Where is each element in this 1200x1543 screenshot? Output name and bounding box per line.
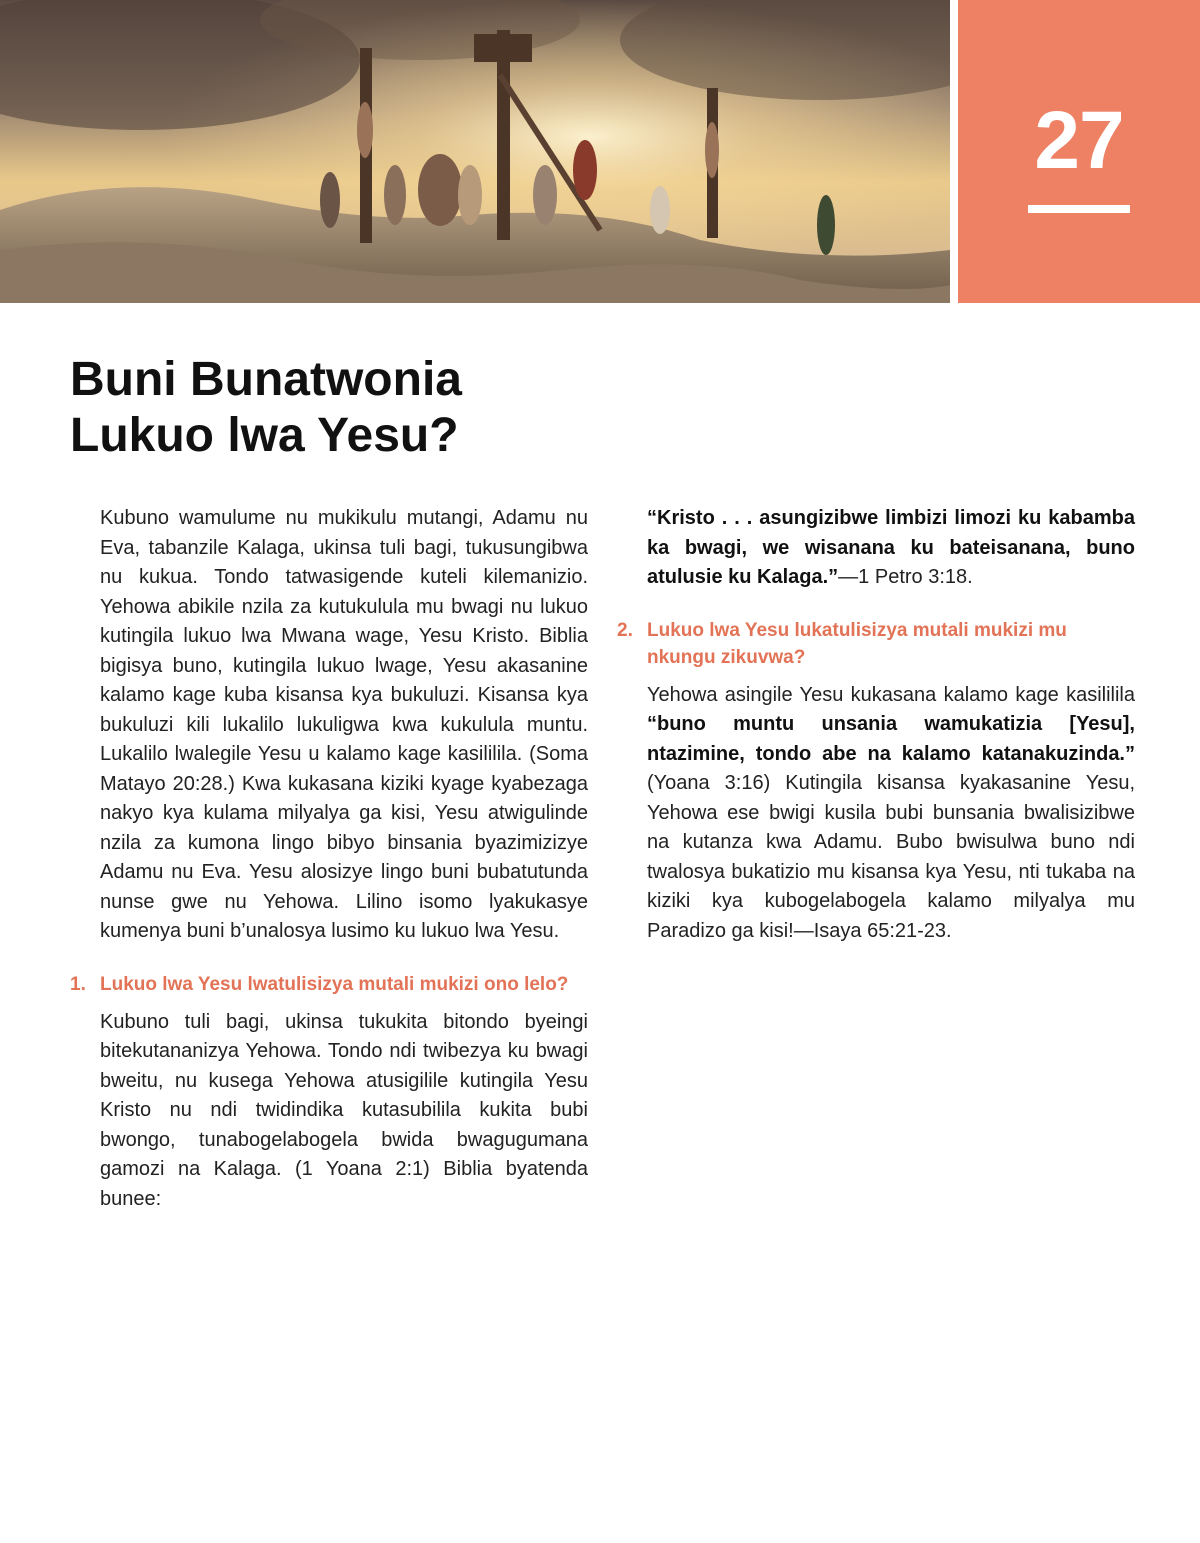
lesson-number-badge — [958, 0, 1200, 303]
left-column — [70, 504, 588, 1214]
answer-2-text-end: (Yoana 3:16) Kutingila kisansa kyakasanine Yesu, Yehowa ese bwigi kusila bubi bunsania bwalisizibwe na kutanza kwa Adamu. Bubo bwisulwa buno ndi twalosya bukatizio mu kisansa kya Yesu, nti tukaba na kiziki kya kubogelabogela kalamo milyalya mu Paradizo ga kisi!—Isaya 65:21-23. — [647, 772, 1135, 942]
answer-2-text-start: Yehowa asingile Yesu kukasana kalamo kage kasililila — [647, 683, 1135, 706]
question-2-text: Lukuo lwa Yesu lukatulisizya mutali mukizi mu nkungu zikuvwa? — [647, 619, 1067, 668]
answer-1-paragraph-start — [100, 1008, 588, 1215]
hero-crucifixion-image — [0, 0, 950, 303]
answer-1-text: Kubuno tuli bagi, ukinsa tukukita bitondo byeingi bitekutananizya Yehowa. Tondo ndi twibezya ku bwagi bweitu, nu kusega Yehowa atusigilile kutingila Yesu Kristo nu ndi twidindika kutasubilila kukita bubi bwongo, tunabogelabogela bwida bwagugumana gamozi na Kalaga. (1 Yoana 2:1) Biblia byatenda bunee: — [100, 1010, 588, 1210]
answer-1-paragraph-continued — [647, 504, 1135, 593]
question-2-heading — [617, 617, 1135, 671]
question-1-text: Lukuo lwa Yesu lwatulisizya mutali mukizi ono lelo? — [100, 973, 569, 995]
answer-1-reference: —1 Petro 3:18. — [838, 566, 973, 588]
answer-2-paragraph — [647, 681, 1135, 947]
answer-2-quote: “buno muntu unsania wamukatizia [Yesu], ntazimine, tondo abe na kalamo katanakuzinda.” — [647, 713, 1135, 765]
lesson-number-underline — [1028, 205, 1130, 213]
right-column — [617, 504, 1135, 946]
crucifixion-scene-illustration — [0, 0, 950, 303]
answer-1-quote: “Kristo . . . asungizibwe limbizi limozi ku kabamba ka bwagi, we wisanana ku bateisanana, buno atulusie ku Kalaga.” — [647, 507, 1135, 588]
question-1-heading — [70, 971, 588, 998]
question-2-number: 2. — [617, 619, 633, 641]
page-title — [70, 352, 630, 464]
title-line-1: Buni Bunatwonia — [70, 353, 462, 406]
intro-paragraph: Kubuno wamulume nu mukikulu mutangi, Adamu nu Eva, tabanzile Kalaga, ukinsa tuli bagi, tukusungibwa nu kukua. Tondo tatwasigende kuteli kilemanizio. Yehowa abikile nzila za kutukulula mu bwagi nu lukuo kutingila lukuo lwa Mwana wage, Yesu Kristo. Biblia bigisya buno, kutingila lukuo lwage, Yesu akasanine kalamo kage kuba kisansa kya bukuluzi. Kisansa kya bukuluzi kili lukalilo lukuligwa kwa kukulula muntu. Lukalilo lwalegile Yesu u kalamo kage kasililila. (Soma Matayo 20:28.) Kwa kukasana kiziki kyage kyabezaga nakyo kya kulama milyalya ga kisi, Yesu atwigulinde nzila za kumona lingo bibyo binsania byazimizizye Adamu nu Eva. Yesu alosizye lingo buni bubatutunda nunse gwe nu Yehowa. Lilino isomo lyakukasye kumenya buni b’unalosya lusimo ku lukuo lwa Yesu. — [100, 507, 588, 942]
title-line-2: Lukuo lwa Yesu? — [70, 409, 459, 462]
lesson-number: 27 — [1034, 95, 1124, 186]
question-1-number: 1. — [70, 973, 86, 995]
